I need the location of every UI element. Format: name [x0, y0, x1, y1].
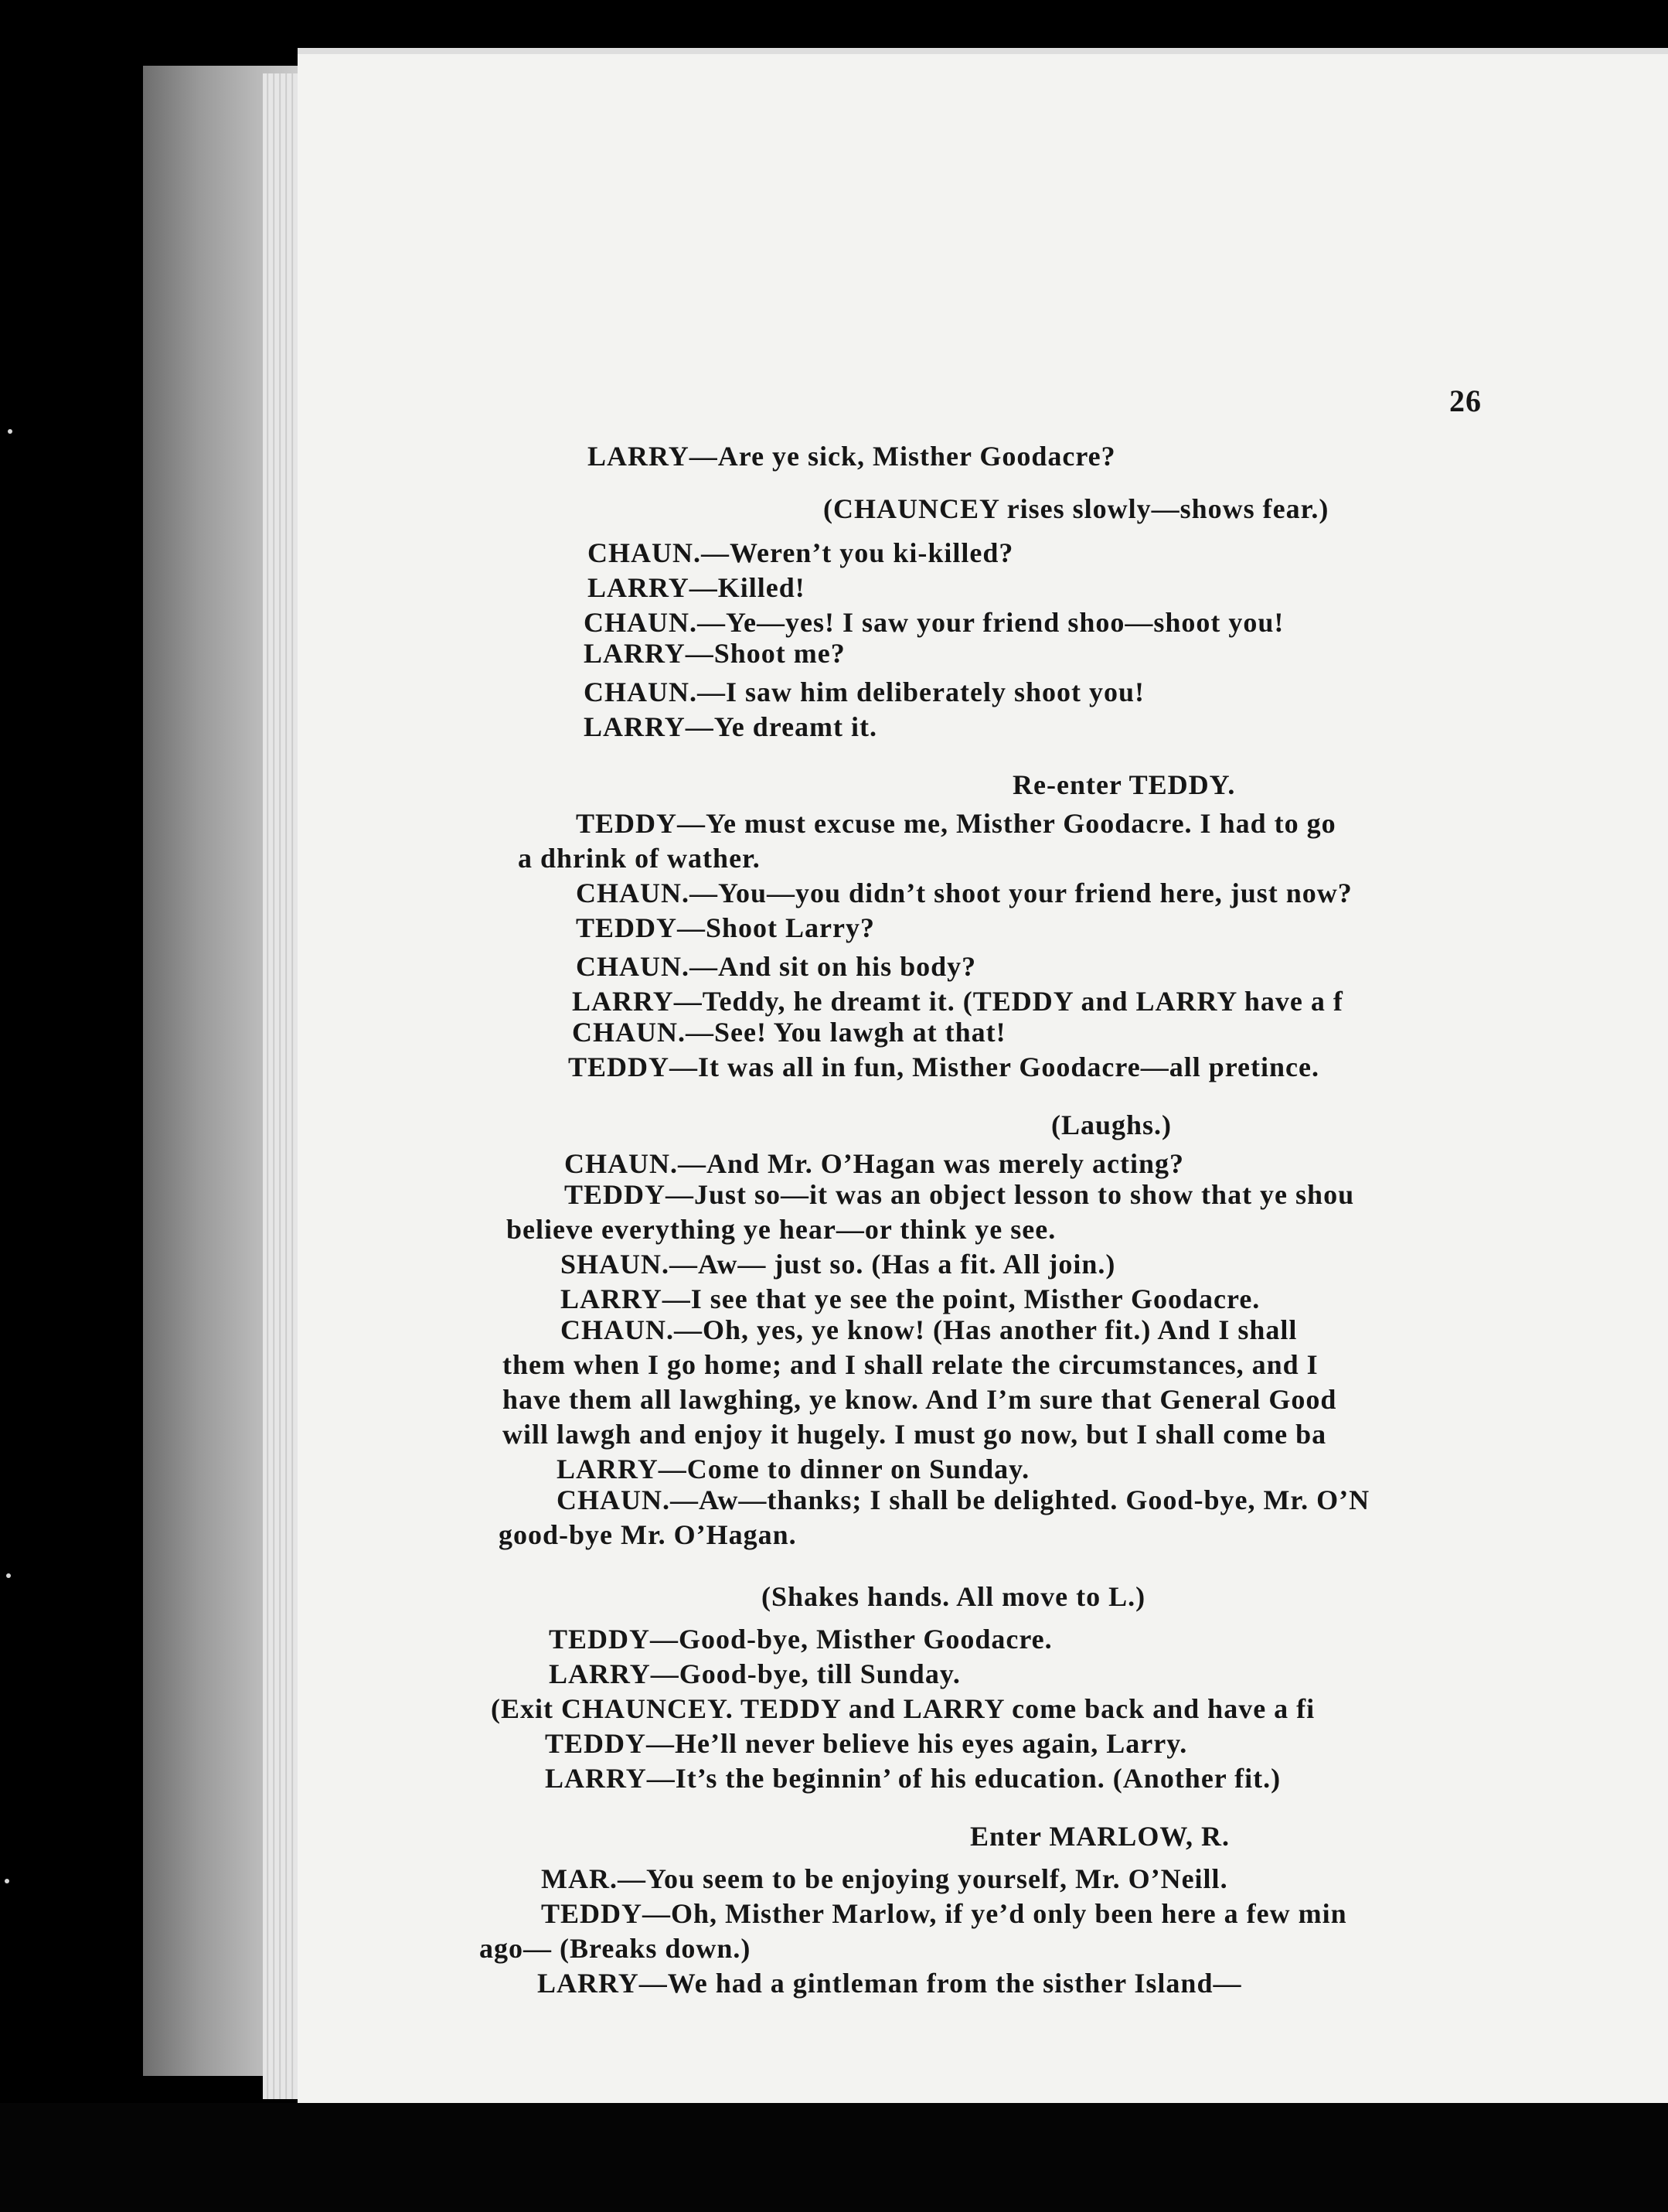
dialogue-line: TEDDY—He’ll never believe his eyes again, Larry. [545, 1728, 1188, 1759]
dialogue-line: LARRY—It’s the beginnin’ of his education. (Another fit.) [545, 1763, 1282, 1794]
dialogue-line: TEDDY—It was all in fun, Misther Goodacre—all pretince. [568, 1051, 1319, 1082]
stage-direction: (CHAUNCEY rises slowly—shows fear.) [823, 493, 1329, 524]
dialogue-line: CHAUN.—And Mr. O’Hagan was merely acting? [564, 1148, 1184, 1179]
stage-heading: Enter MARLOW, R. [970, 1821, 1231, 1852]
dialogue-line: CHAUN.—Ye—yes! I saw your friend shoo—shoot you! [584, 607, 1285, 638]
dialogue-line: CHAUN.—I saw him deliberately shoot you! [584, 677, 1145, 707]
stage-direction: (Laughs.) [1051, 1109, 1173, 1140]
dialogue-line: LARRY—Teddy, he dreamt it. (TEDDY and LARRY have a f [572, 986, 1343, 1017]
film-speck [5, 1879, 9, 1883]
dialogue-line: CHAUN.—And sit on his body? [576, 951, 977, 982]
dialogue-line: LARRY—Are ye sick, Misther Goodacre? [587, 441, 1116, 472]
dialogue-line: CHAUN.—Oh, yes, ye know! (Has another fit.) And I shall [560, 1314, 1298, 1345]
dialogue-line: CHAUN.—Weren’t you ki-killed? [587, 537, 1014, 568]
dialogue-line: TEDDY—Just so—it was an object lesson to show that ye shou [564, 1179, 1355, 1210]
dialogue-line: CHAUN.—You—you didn’t shoot your friend here, just now? [576, 878, 1353, 908]
dialogue-line: TEDDY—Ye must excuse me, Misther Goodacre. I had to go [576, 808, 1336, 839]
stage-heading: Re-enter TEDDY. [1013, 769, 1236, 800]
dialogue-line: LARRY—Killed! [587, 572, 805, 603]
dialogue-line: LARRY—We had a gintleman from the sisther Island— [537, 1968, 1242, 1999]
bottom-border [0, 2103, 1668, 2212]
dialogue-line: will lawgh and enjoy it hugely. I must go now, but I shall come ba [502, 1419, 1327, 1450]
stage-direction: (Shakes hands. All move to L.) [761, 1581, 1146, 1612]
dialogue-line: LARRY—Come to dinner on Sunday. [557, 1454, 1030, 1484]
dialogue-line: CHAUN.—Aw—thanks; I shall be delighted. Good-bye, Mr. O’N [557, 1484, 1370, 1515]
dialogue-line: believe everything ye hear—or think ye see. [506, 1214, 1057, 1245]
script-page [298, 54, 1668, 2103]
film-speck [8, 429, 12, 434]
dialogue-line: ago— (Breaks down.) [479, 1933, 751, 1964]
dialogue-line: LARRY—I see that ye see the point, Misther Goodacre. [560, 1283, 1261, 1314]
dialogue-line: MAR.—You seem to be enjoying yourself, Mr. O’Neill. [541, 1863, 1228, 1894]
dialogue-line: TEDDY—Shoot Larry? [576, 912, 876, 943]
dialogue-line: TEDDY—Oh, Misther Marlow, if ye’d only been here a few min [541, 1898, 1347, 1929]
dialogue-line: them when I go home; and I shall relate the circumstances, and I [502, 1349, 1319, 1380]
dialogue-line: SHAUN.—Aw— just so. (Has a fit. All join.) [560, 1249, 1116, 1280]
stage-direction: (Exit CHAUNCEY. TEDDY and LARRY come back and have a fi [491, 1693, 1316, 1724]
dialogue-line: a dhrink of wather. [518, 843, 761, 874]
film-speck [6, 1573, 11, 1578]
dialogue-line: LARRY—Good-bye, till Sunday. [549, 1658, 961, 1689]
dialogue-line: TEDDY—Good-bye, Misther Goodacre. [549, 1624, 1053, 1655]
dialogue-line: have them all lawghing, ye know. And I’m sure that General Good [502, 1384, 1337, 1415]
dialogue-line: LARRY—Ye dreamt it. [584, 711, 878, 742]
dialogue-line: LARRY—Shoot me? [584, 638, 846, 669]
page-number: 26 [1449, 383, 1482, 418]
dialogue-line: CHAUN.—See! You lawgh at that! [572, 1017, 1006, 1048]
dialogue-line: good-bye Mr. O’Hagan. [499, 1519, 797, 1550]
